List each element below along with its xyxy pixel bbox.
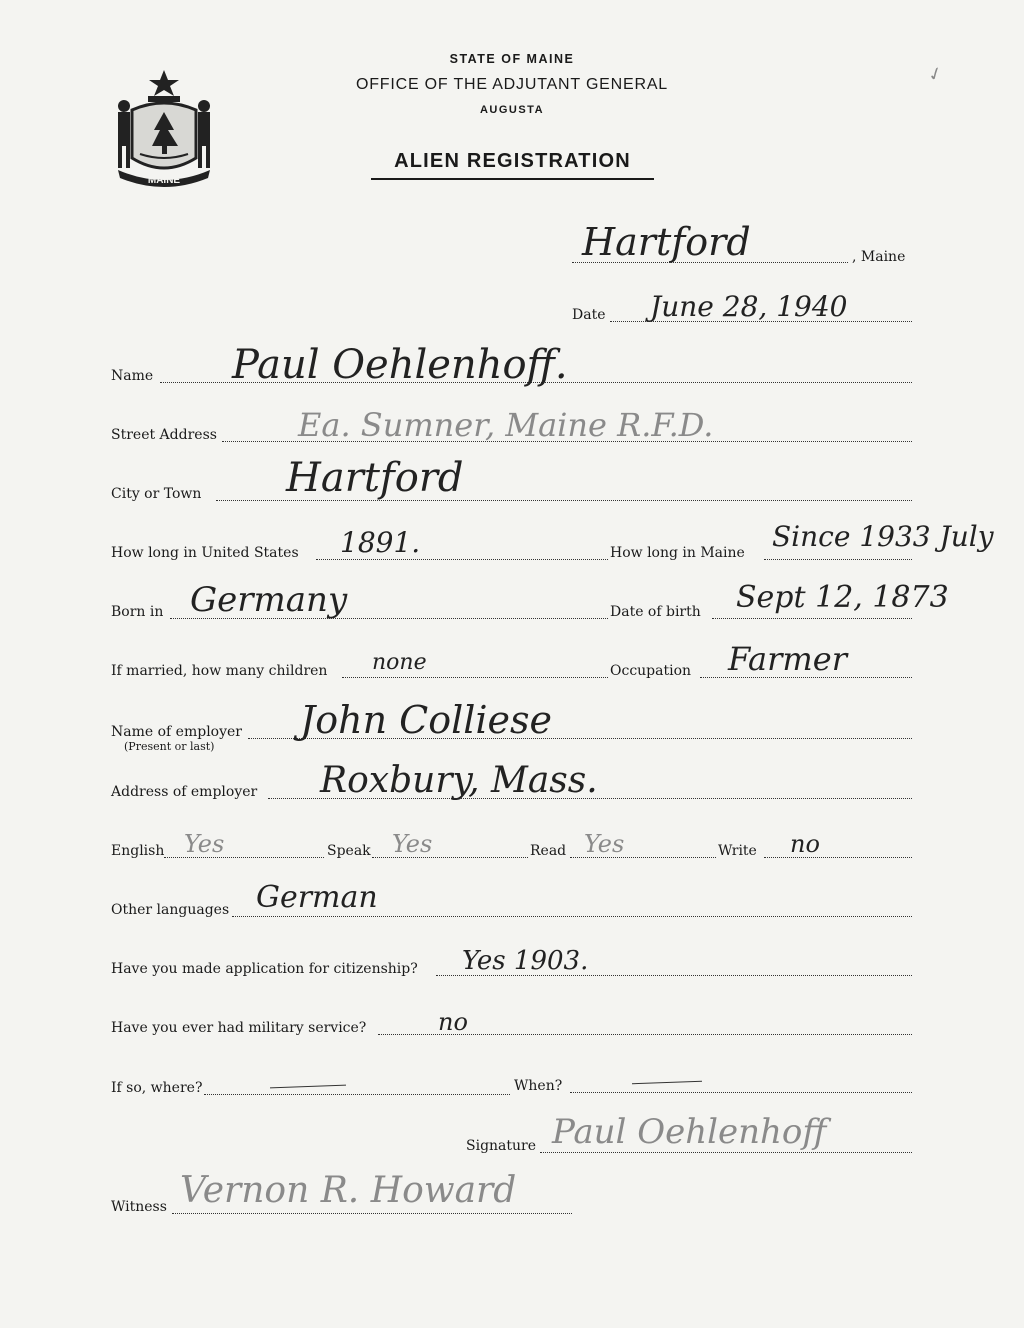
speak-value: Yes [392,830,433,858]
write-value: no [790,830,820,858]
when-label: When? [514,1078,563,1094]
military-label: Have you ever had military service? [111,1020,367,1036]
witness-line [172,1213,572,1214]
citizenship-label: Have you made application for citizenship? [111,961,418,977]
employer-address-value: Roxbury, Mass. [320,760,598,801]
occupation-label: Occupation [610,663,692,679]
date-of-birth-line [712,618,912,619]
office-heading: OFFICE OF THE ADJUTANT GENERAL [355,76,669,93]
check-mark-icon: ✓ [924,62,947,87]
read-value: Yes [584,830,625,858]
born-in-value: Germany [190,580,348,620]
where-line [204,1094,510,1095]
english-value: Yes [184,830,225,858]
where-dash [270,1085,346,1089]
how-long-maine-label: How long in Maine [610,545,745,561]
where-label: If so, where? [111,1080,203,1096]
military-value: no [438,1008,468,1036]
witness-value: Vernon R. Howard [180,1170,517,1211]
town-value: Hartford [582,220,751,264]
children-label: If married, how many children [111,663,328,679]
write-line [764,857,912,858]
title-underline [371,178,654,180]
how-long-maine-value: Since 1933 July [772,520,994,553]
street-label: Street Address [111,427,217,443]
occupation-value: Farmer [728,640,847,678]
signature-line [540,1152,912,1153]
other-languages-value: German [256,880,378,915]
how-long-us-label: How long in United States [111,545,299,561]
how-long-us-value: 1891. [340,526,421,559]
read-label: Read [530,843,567,859]
witness-label: Witness [111,1199,167,1215]
other-languages-label: Other languages [111,902,230,918]
how-long-maine-line [764,559,912,560]
signature-value: Paul Oehlenhoff [552,1112,827,1152]
name-value: Paul Oehlenhoff. [232,342,568,388]
other-languages-line [232,916,912,917]
date-value: June 28, 1940 [650,290,848,323]
seal-text: MAINE [147,175,181,186]
city-heading: AUGUSTA [479,104,545,116]
born-in-label: Born in [111,604,164,620]
street-value: Ea. Sumner, Maine R.F.D. [298,406,714,444]
city-town-label: City or Town [111,486,202,502]
when-line [570,1092,912,1093]
state-heading: STATE OF MAINE [449,52,575,66]
citizenship-value: Yes 1903. [462,946,589,976]
when-dash [632,1081,702,1084]
employer-address-label: Address of employer [111,784,258,800]
maine-label: , Maine [852,249,906,265]
date-of-birth-label: Date of birth [610,604,701,620]
employer-label: Name of employer [111,724,242,740]
signature-label: Signature [466,1138,537,1154]
english-label: English [111,843,165,859]
date-of-birth-value: Sept 12, 1873 [736,580,949,615]
name-label: Name [111,368,154,384]
children-value: none [372,650,427,675]
employer-sublabel: (Present or last) [124,740,215,753]
how-long-us-line [316,559,608,560]
city-town-value: Hartford [286,455,464,501]
employer-value: John Colliese [300,698,553,742]
speak-label: Speak [327,843,371,859]
children-line [342,677,608,678]
form-title: ALIEN REGISTRATION [394,150,631,172]
date-label: Date [572,307,606,323]
write-label: Write [718,843,757,859]
